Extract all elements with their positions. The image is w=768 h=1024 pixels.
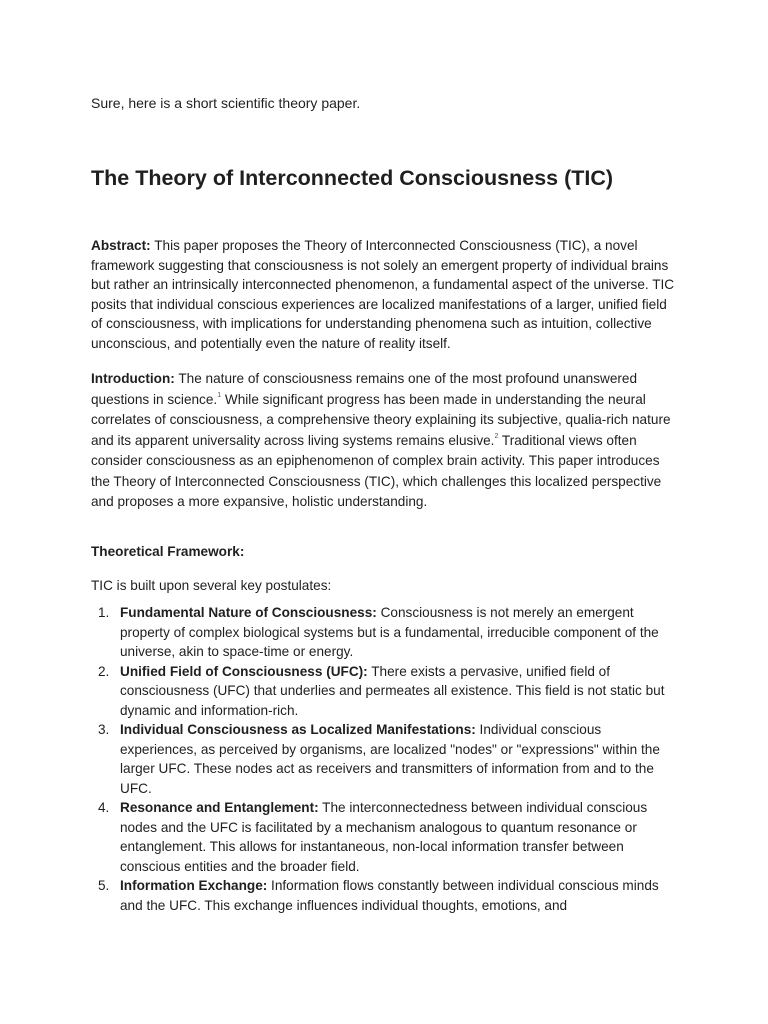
introduction-text-2: While significant progress has been made in understanding the neural correlates of consciousness, a comprehensive theory explaining its subjective, qualia-rich nature and its apparent universality across living systems remains elusive. <box>91 391 671 448</box>
list-item-label: Information Exchange: <box>120 878 268 893</box>
list-item-number: 5. <box>98 878 110 893</box>
list-item-number: 1. <box>98 605 110 620</box>
introduction-paragraph <box>91 369 681 513</box>
list-item-label: Fundamental Nature of Consciousness: <box>120 605 377 620</box>
list-item-label: Resonance and Entanglement: <box>120 800 319 815</box>
list-item-text: Consciousness is not merely an emergent property of complex biological systems but is a fundamental, irreducible component of the universe, akin to space-time or energy. <box>120 605 659 659</box>
list-item-number: 3. <box>98 722 110 737</box>
list-item <box>91 798 681 876</box>
footnote-marker-1[interactable]: 1 <box>217 391 222 399</box>
list-item-number: 4. <box>98 800 110 815</box>
introduction-label: Introduction: <box>91 371 175 386</box>
abstract-text: This paper proposes the Theory of Interconnected Consciousness (TIC), a novel framework suggesting that consciousness is not solely an emergent property of individual brains but rather an intrinsically interconnected phenomenon, a fundamental aspect of the universe. TIC posits that individual conscious experiences are localized manifestations of a larger, unified field of consciousness, with implications for understanding phenomena such as intuition, collective unconscious, and potentially even the nature of reality itself. <box>91 238 675 351</box>
intro-line: Sure, here is a short scientific theory paper. <box>91 95 361 111</box>
list-item-text: There exists a pervasive, unified field of consciousness (UFC) that underlies and permeates all existence. This field is not static but dynamic and information-rich. <box>120 663 665 718</box>
postulate-list <box>91 603 681 915</box>
list-item-number: 2. <box>98 663 110 679</box>
framework-heading: Theoretical Framework: <box>91 544 245 559</box>
footnote-marker-2[interactable]: 2 <box>494 432 499 440</box>
paper-title: The Theory of Interconnected Consciousness (TIC) <box>91 166 614 190</box>
abstract-paragraph <box>91 236 681 353</box>
introduction-text-3: Traditional views often consider consciousness as an epiphenomenon of complex brain activity. This paper introduces the Theory of Interconnected Consciousness (TIC), which challenges this localized perspective and proposes a more expansive, holistic understanding. <box>91 432 662 509</box>
list-item <box>91 876 681 915</box>
list-item-text: Information flows constantly between individual conscious minds and the UFC. This exchange influences individual thoughts, emotions, and <box>120 878 659 913</box>
list-item-label: Individual Consciousness as Localized Manifestations: <box>120 722 476 737</box>
framework-lead: TIC is built upon several key postulates: <box>91 578 332 593</box>
list-item <box>91 603 681 662</box>
introduction-text-1: The nature of consciousness remains one of the most profound unanswered questions in science. <box>91 371 638 407</box>
list-item-text: Individual conscious experiences, as perceived by organisms, are localized "nodes" or "expressions" within the larger UFC. These nodes act as receivers and transmitters of information from and to the UFC. <box>120 722 660 796</box>
list-item <box>91 662 681 721</box>
abstract-label: Abstract: <box>91 238 151 253</box>
list-item <box>91 720 681 798</box>
list-item-text: The interconnectedness between individual conscious nodes and the UFC is facilitated by a mechanism analogous to quantum resonance or entanglement. This allows for instantaneous, non-local information transfer between conscious entities and the broader field. <box>120 800 648 874</box>
list-item-label: Unified Field of Consciousness (UFC): <box>120 663 368 679</box>
